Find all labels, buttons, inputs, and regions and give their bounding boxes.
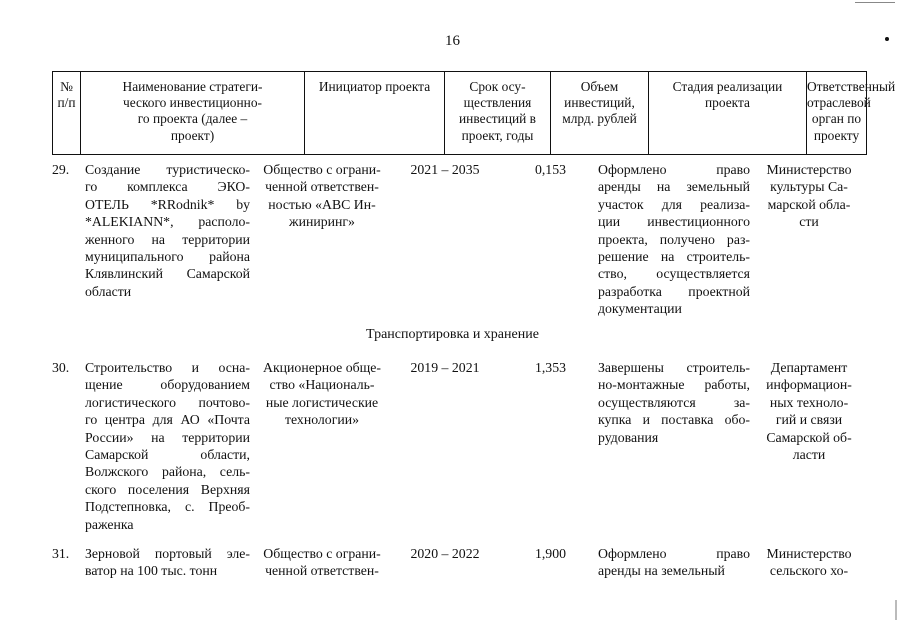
- text-line: ностью «АВС Ин-: [268, 196, 376, 212]
- text-line: ческого инвестиционно-: [122, 95, 262, 111]
- text-line: Наименование стратеги-: [122, 79, 263, 94]
- text-line: сти: [799, 214, 819, 230]
- project-name: [85, 359, 250, 533]
- text-line: Зерновой портовый эле-: [85, 546, 250, 561]
- text-line: ченной ответствен-: [265, 179, 379, 195]
- text-line: проекта: [705, 95, 750, 111]
- project-term: 2021 – 2035: [410, 162, 480, 177]
- header-col-stage: [648, 72, 806, 154]
- row-number: 30.: [52, 360, 70, 375]
- text-line: проект): [170, 127, 215, 143]
- text-line: млрд. рублей: [562, 111, 637, 127]
- text-line: Акционерное обще-: [262, 360, 382, 375]
- text-line: Оформлено право: [598, 546, 750, 561]
- text-line: Самарской об-: [766, 429, 852, 445]
- text-line: щение оборудованием: [85, 377, 250, 393]
- text-line: п/п: [57, 95, 76, 111]
- project-name: [85, 545, 250, 580]
- page-number: 16: [445, 33, 460, 49]
- header-col-project-name: [80, 72, 304, 154]
- text-line: Департамент: [770, 360, 848, 375]
- project-initiator: [252, 359, 392, 429]
- header-col-responsible: [806, 72, 896, 154]
- text-line: Создание туристическо-: [85, 162, 250, 177]
- text-line: Стадия реализации: [672, 79, 783, 94]
- text-line: Ответственный: [807, 79, 896, 94]
- text-line: ции инвестиционного: [598, 214, 750, 230]
- scan-artifact-edge: [895, 600, 897, 620]
- row-number: 29.: [52, 162, 70, 177]
- text-line: жиниринг»: [289, 214, 355, 230]
- text-line: ных техноло-: [769, 394, 849, 410]
- project-term: 2019 – 2021: [410, 360, 480, 375]
- project-initiator: [252, 161, 392, 231]
- text-line: *ALEKIANN*, располо-: [85, 214, 250, 230]
- project-volume: 1,900: [534, 546, 566, 561]
- text-line: го центра для АО «Почта: [85, 412, 250, 428]
- table-header: [52, 71, 896, 155]
- text-line: области: [85, 283, 132, 299]
- header-col-volume: [550, 72, 648, 154]
- text-line: го проекта (далее –: [137, 111, 248, 127]
- text-line: разработка проектной: [598, 283, 750, 299]
- text-line: логистического почтово-: [85, 394, 250, 410]
- text-line: Срок осу-: [469, 79, 526, 94]
- project-initiator: [252, 545, 392, 580]
- text-line: Завершены строитель-: [598, 360, 750, 375]
- text-line: ществления: [463, 95, 532, 111]
- text-line: но-монтажные работы,: [598, 377, 750, 393]
- text-line: инвестиций в: [459, 111, 536, 127]
- project-name: [85, 161, 250, 300]
- text-line: проекту: [813, 127, 860, 143]
- text-line: муниципального района: [85, 249, 250, 265]
- text-line: Строительство и осна-: [85, 360, 250, 375]
- responsible-body: [757, 359, 861, 463]
- text-line: Клявлинский Самарской: [85, 266, 250, 282]
- scan-artifact-line: [855, 2, 895, 3]
- section-title: Транспортировка и хранение: [366, 327, 539, 342]
- text-line: №: [60, 79, 73, 94]
- text-line: проект, годы: [461, 127, 534, 143]
- text-line: Общество с ограни-: [263, 162, 381, 177]
- text-line: документации: [598, 301, 682, 317]
- text-line: сельского хо-: [769, 563, 849, 579]
- text-line: участок для реализа-: [598, 196, 750, 212]
- row-number: 31.: [52, 546, 70, 561]
- text-line: ченной ответствен-: [265, 563, 379, 579]
- text-line: Министерство: [766, 546, 852, 561]
- text-line: гий и связи: [775, 412, 843, 428]
- text-line: го комплекса ЭКО-: [85, 179, 250, 195]
- text-line: купка и поставка обо-: [598, 412, 750, 428]
- text-line: аренды на земельный: [598, 563, 725, 579]
- text-line: ные логистические: [265, 394, 379, 410]
- text-line: инвестиций,: [564, 95, 635, 111]
- text-line: Самарской области,: [85, 447, 250, 463]
- project-volume: 1,353: [534, 360, 566, 375]
- text-line: проекта, получено раз-: [598, 231, 750, 247]
- text-line: раженка: [85, 516, 134, 532]
- text-line: ство, осуществляется: [598, 266, 750, 282]
- text-line: Инициатор проекта: [318, 79, 431, 94]
- text-line: орган по: [811, 111, 862, 127]
- project-stage: [598, 161, 750, 318]
- text-line: марской обла-: [767, 196, 851, 212]
- text-line: технологии»: [284, 412, 360, 428]
- text-line: Волжского района, сель-: [85, 464, 250, 480]
- text-line: ского поселения Верхняя: [85, 481, 250, 497]
- text-line: Оформлено право: [598, 162, 750, 177]
- project-stage: [598, 545, 750, 580]
- text-line: культуры Са-: [770, 179, 848, 195]
- text-line: отраслевой: [807, 95, 871, 111]
- text-line: Общество с ограни-: [263, 546, 381, 561]
- text-line: рудования: [598, 429, 659, 445]
- project-volume: 0,153: [534, 162, 566, 177]
- text-line: ватор на 100 тыс. тонн: [85, 563, 218, 579]
- project-term: 2020 – 2022: [410, 546, 480, 561]
- text-line: Объем: [580, 79, 619, 94]
- responsible-body: [757, 545, 861, 580]
- text-line: женного на территории: [85, 231, 250, 247]
- text-line: ОТЕЛЬ *RRodnik* by: [85, 196, 250, 212]
- header-col-term: [444, 72, 550, 154]
- text-line: аренды на земельный: [598, 179, 750, 195]
- text-line: осуществляются за-: [598, 394, 750, 410]
- text-line: решение на строитель-: [598, 249, 750, 265]
- text-line: ласти: [792, 447, 826, 463]
- text-line: ство «Националь-: [269, 377, 375, 393]
- text-line: Министерство: [766, 162, 852, 177]
- text-line: информацион-: [766, 377, 852, 393]
- text-line: России» на территории: [85, 429, 250, 445]
- project-stage: [598, 359, 750, 446]
- header-col-number: [52, 72, 80, 154]
- text-line: Подстепновка, с. Преоб-: [85, 499, 250, 515]
- responsible-body: [757, 161, 861, 231]
- header-col-initiator: [304, 72, 444, 154]
